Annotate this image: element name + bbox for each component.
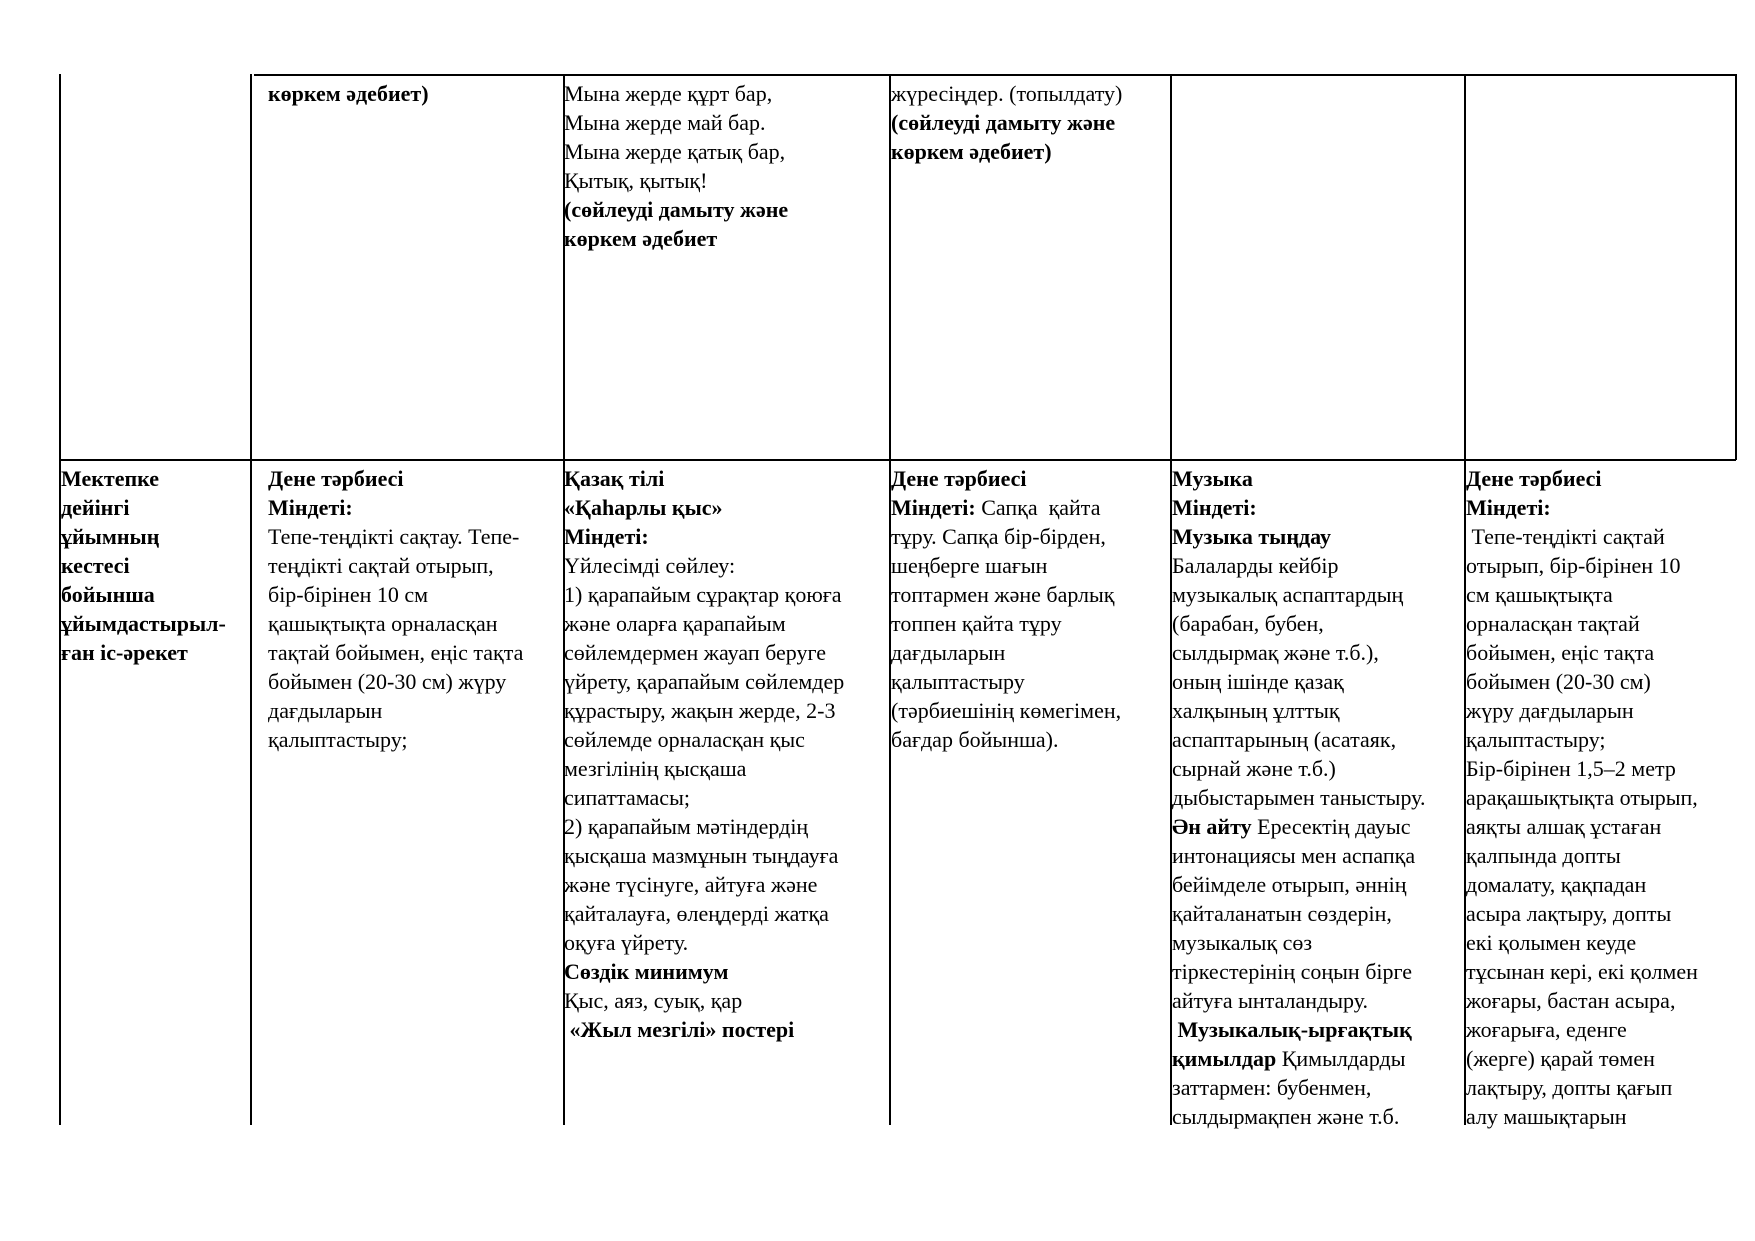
row-divider [60, 459, 1736, 461]
cell-text: Қытық, қытық! [564, 168, 708, 193]
cell-paragraph [564, 551, 888, 957]
cell-paragraph [564, 957, 888, 986]
cell-text: (сөйлеуді дамыту және көркем әдебиет) [891, 110, 1116, 164]
row-header-cell [61, 464, 249, 667]
cell-paragraph [1172, 551, 1464, 812]
cell-paragraph [1172, 812, 1464, 1015]
cell-paragraph [564, 522, 888, 551]
cell-text: Балаларды кейбір музыкалық аспаптардың (барабан, бубен, сылдырмақ және т.б.), оның ішінде қазақ халқының ұлттық аспаптарының (асатаяк, сырнай және т.б.) дыбыстарымен таныстыру. [1172, 553, 1426, 810]
cell-text: Сапқа қайта тұру. Сапқа бір-бірден, шеңберге шағын топтармен және барлық топпен қайта тұру дағдыларын қалыптастыру (тәрбиешінің көмегімен, бағдар бойынша). [891, 495, 1122, 752]
row2-cell-1 [268, 464, 560, 754]
cell-text: Міндеті: [891, 495, 976, 520]
cell-paragraph [268, 464, 560, 493]
cell-paragraph [1466, 493, 1734, 522]
cell-paragraph [564, 108, 886, 137]
cell-paragraph [268, 493, 560, 522]
cell-text: «Жыл мезгілі» постері [564, 1017, 795, 1042]
row2-cell-4 [1172, 464, 1464, 1131]
cell-paragraph [564, 464, 888, 493]
cell-paragraph [564, 166, 886, 195]
cell-paragraph [1172, 493, 1464, 522]
cell-paragraph [1172, 522, 1464, 551]
cell-text: жүресіңдер. (топылдату) [891, 81, 1123, 106]
cell-text: Ересектің дауыс интонациясы мен аспапқа бейімделе отырып, әннің қайталанатын сөздерін, музыкалық сөз тіркестерінің соңын бірге айтуға ынталандыру. [1172, 814, 1416, 1013]
row2-cell-2 [564, 464, 888, 1044]
cell-paragraph [268, 522, 560, 754]
cell-paragraph [564, 137, 886, 166]
cell-text: Дене тәрбиесі [1466, 466, 1602, 491]
cell-paragraph [891, 493, 1169, 754]
cell-text: Музыка [1172, 466, 1253, 491]
cell-paragraph [564, 493, 888, 522]
cell-paragraph [268, 79, 558, 108]
cell-paragraph [891, 108, 1167, 166]
cell-text: Мына жерде қатық бар, [564, 139, 786, 164]
cell-text: Қыс, аяз, суық, қар [564, 988, 743, 1013]
row1-cell-3 [891, 79, 1167, 166]
cell-text: Міндеті: [1172, 495, 1257, 520]
cell-paragraph [61, 464, 249, 667]
cell-text: Музыка тыңдау [1172, 524, 1332, 549]
cell-text: Сөздік минимум [564, 959, 729, 984]
cell-text: Қимылдарды заттармен: бубенмен, сылдырмақпен және т.б. [1172, 1046, 1406, 1129]
cell-paragraph [564, 1015, 888, 1044]
row1-cell-2 [564, 79, 886, 253]
cell-text: Мектепке дейінгі ұйымның кестесі бойынша ұйымдастырыл- ған іс-әрекет [61, 466, 226, 665]
cell-paragraph [564, 986, 888, 1015]
cell-text: Міндеті: [268, 495, 353, 520]
cell-paragraph [891, 79, 1167, 108]
cell-paragraph [564, 195, 886, 253]
col-border-1 [250, 74, 252, 1125]
cell-text: Тепе-теңдікті сақтай отырып, бір-бірінен 10 см қашықтықта орналасқан тақтай бойымен, еңіс тақта бойымен (20-30 см) жүру дағдыларын қалыптастыру; Бір-бірінен 1,5–2 метр арақашықтықта отырып, аяқты алшақ ұстаған қалпында допты домалату, қақпадан асыра лақтыру, допты екі қолымен кеуде тұсынан кері, екі қолмен жоғары, бастан асыра, жоғарыға, еденге (жерге) қарай төмен лақтыру, допты қағып алу машықтарын [1466, 524, 1698, 1129]
row2-cell-5 [1466, 464, 1734, 1131]
cell-paragraph [1466, 464, 1734, 493]
col-border-6 [1735, 74, 1737, 460]
cell-text: Мына жерде құрт бар, [564, 81, 773, 106]
cell-text: көркем әдебиет) [268, 81, 429, 106]
cell-text: Музыкалық-ырғақтық қимылдар [1172, 1017, 1412, 1071]
cell-text: Дене тәрбиесі [891, 466, 1027, 491]
cell-text: Үйлесімді сөйлеу: 1) қарапайым сұрақтар қоюға және оларға қарапайым сөйлемдермен жауап беруге үйрету, қарапайым сөйлемдер құрастыру, жақын жерде, 2-3 сөйлемде орналасқан қыс мезгілінің қысқаша сипаттамасы; 2) қарапайым мәтіндердің қысқаша мазмұнын тыңдауға және түсінуге, айтуға және қайталауға, өлеңдерді жатқа оқуға үйрету. [564, 553, 845, 955]
cell-text: Дене тәрбиесі [268, 466, 404, 491]
cell-text: Міндеті: [564, 524, 649, 549]
cell-text: Ән айту [1172, 814, 1252, 839]
cell-text: Мына жерде май бар. [564, 110, 766, 135]
row2-cell-3 [891, 464, 1169, 754]
cell-paragraph [1172, 1015, 1464, 1131]
cell-text: Міндеті: [1466, 495, 1551, 520]
cell-text: Тепе-теңдікті сақтау. Тепе- теңдікті сақтай отырып, бір-бірінен 10 см қашықтықта орналасқан тақтай бойымен, еңіс тақта бойымен (20-30 см) жүру дағдыларын қалыптастыру; [268, 524, 524, 752]
table-top-border [254, 74, 1736, 76]
cell-paragraph [1466, 522, 1734, 1131]
cell-text: «Қаһарлы қыс» [564, 495, 723, 520]
row1-cell-1 [268, 79, 558, 108]
cell-text: (сөйлеуді дамыту және көркем әдебиет [564, 197, 789, 251]
cell-text: Қазақ тілі [564, 466, 665, 491]
cell-paragraph [1172, 464, 1464, 493]
cell-paragraph [891, 464, 1169, 493]
cell-paragraph [564, 79, 886, 108]
